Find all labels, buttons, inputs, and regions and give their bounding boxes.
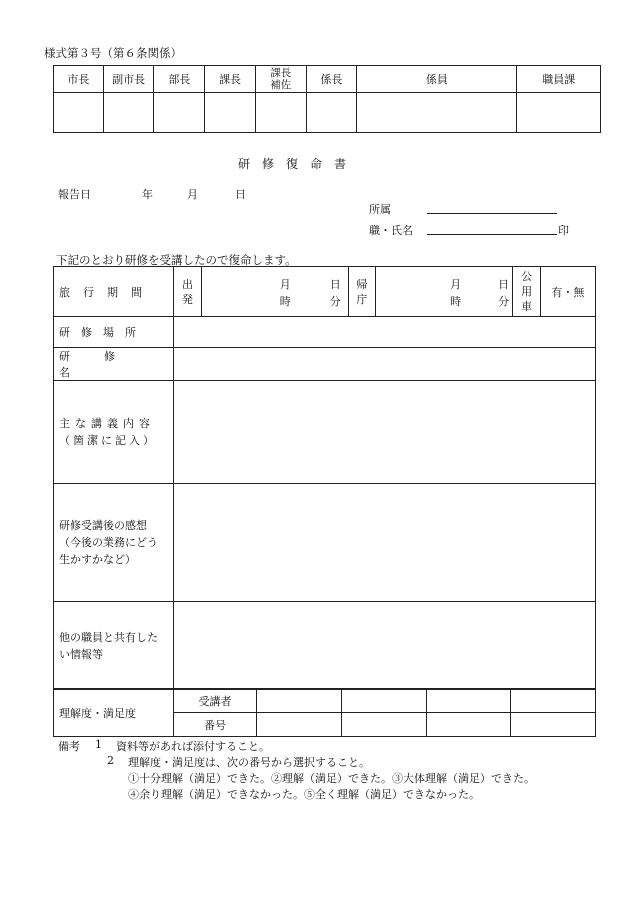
stamp-cell[interactable]	[255, 93, 306, 133]
departure-day: 日	[329, 277, 341, 291]
notes-label: 備考	[58, 740, 80, 753]
travel-period-label-cell	[54, 267, 174, 317]
share-info-label: 他の職員と共有したい情報等	[54, 602, 174, 690]
form-number: 様式第３号（第６条関係）	[44, 46, 182, 60]
note-2-option-a: ①十分理解（満足）できた。②理解（満足）できた。③大体理解（満足）できた。	[128, 772, 535, 785]
return-month: 月	[450, 277, 462, 291]
note-2-option-b: ④余り理解（満足）できなかった。⑤全く理解（満足）できなかった。	[128, 788, 480, 801]
approval-header-row	[54, 66, 601, 93]
stamp-cell[interactable]	[205, 93, 256, 133]
attendee-cell[interactable]	[257, 689, 342, 713]
attendee-cell[interactable]	[426, 689, 511, 713]
stamp-cell[interactable]	[306, 93, 357, 133]
share-info-field[interactable]	[174, 602, 596, 690]
report-date-label: 報告日	[58, 188, 91, 201]
share-info-row	[54, 602, 596, 690]
approval-header-mayor: 市長	[54, 66, 104, 93]
approval-header-vice-mayor: 副市長	[103, 66, 154, 93]
impression-field[interactable]	[174, 484, 596, 602]
attendee-cell[interactable]	[342, 689, 427, 713]
approval-header-personnel: 職員課	[517, 66, 601, 93]
approval-header-staff: 係員	[357, 66, 517, 93]
stamp-cell[interactable]	[54, 93, 104, 133]
note-2-number: 2	[107, 754, 114, 767]
lecture-content-label-2: （箇潔に記入）	[59, 434, 157, 447]
approval-header-subsection-chief: 係長	[306, 66, 357, 93]
return-label: 帰 庁	[348, 267, 376, 317]
number-label: 番号	[173, 713, 257, 737]
number-cell[interactable]	[342, 713, 427, 737]
departure-hour: 時	[279, 294, 291, 308]
return-day: 日	[498, 277, 510, 291]
return-minute: 分	[498, 294, 510, 308]
stamp-cell[interactable]	[357, 93, 517, 133]
travel-period-label: 旅行期間	[59, 285, 155, 299]
page-title: 研 修 復 命 書	[238, 157, 347, 171]
report-date-day: 日	[235, 188, 246, 201]
number-cell[interactable]	[426, 713, 511, 737]
number-cell[interactable]	[257, 713, 342, 737]
lecture-content-field[interactable]	[174, 381, 596, 484]
place-field[interactable]	[174, 317, 596, 348]
approval-header-director: 部長	[154, 66, 205, 93]
note-1-text: 資料等があれば添付すること。	[116, 740, 270, 753]
stamp-cell[interactable]	[103, 93, 154, 133]
approval-stamp-row	[54, 93, 601, 133]
attendee-label: 受講者	[173, 689, 257, 713]
number-cell[interactable]	[511, 713, 596, 737]
departure-month: 月	[279, 277, 291, 291]
affiliation-label: 所属	[369, 203, 391, 216]
name-field[interactable]	[427, 234, 557, 235]
place-row	[54, 317, 596, 348]
course-name-label: 研修名	[59, 350, 149, 379]
intro-text: 下記のとおり研修を受講したので復命します。	[56, 253, 297, 267]
return-datetime-cell[interactable]	[376, 267, 513, 317]
departure-datetime-cell[interactable]	[201, 267, 348, 317]
seal-label: 印	[558, 224, 569, 237]
understanding-label: 理解度・満足度	[54, 689, 174, 737]
official-car-choice[interactable]: 有・無	[540, 267, 595, 317]
approval-header-section-chief: 課長	[205, 66, 256, 93]
report-date-month: 月	[187, 188, 198, 201]
impression-label: 研修受講後の感想（今後の業務にどう生かすかなど）	[54, 484, 174, 602]
approval-table	[53, 65, 601, 133]
attendee-cell[interactable]	[511, 689, 596, 713]
departure-minute: 分	[329, 294, 341, 308]
impression-row	[54, 484, 596, 602]
affiliation-field[interactable]	[427, 213, 557, 214]
report-table	[53, 266, 596, 690]
understanding-table	[53, 688, 596, 737]
lecture-content-label-cell	[54, 381, 174, 484]
lecture-content-row	[54, 381, 596, 484]
course-name-label-cell	[54, 348, 174, 381]
course-name-row	[54, 348, 596, 381]
course-name-field[interactable]	[174, 348, 596, 381]
travel-period-row	[54, 267, 596, 317]
name-label: 職・氏名	[369, 224, 413, 237]
note-2-text: 理解度・満足度は、次の番号から選択すること。	[128, 756, 370, 769]
approval-header-assistant-chief: 課長 補佐	[255, 66, 306, 93]
return-hour: 時	[450, 294, 462, 308]
note-1-number: 1	[95, 738, 102, 751]
departure-label: 出 発	[174, 267, 202, 317]
place-label-cell	[54, 317, 174, 348]
stamp-cell[interactable]	[154, 93, 205, 133]
report-date-year: 年	[142, 188, 153, 201]
place-label: 研修場所	[59, 326, 147, 339]
lecture-content-label-1: 主な講義内容	[59, 417, 155, 430]
official-car-label: 公 用 車	[513, 267, 541, 317]
stamp-cell[interactable]	[517, 93, 601, 133]
